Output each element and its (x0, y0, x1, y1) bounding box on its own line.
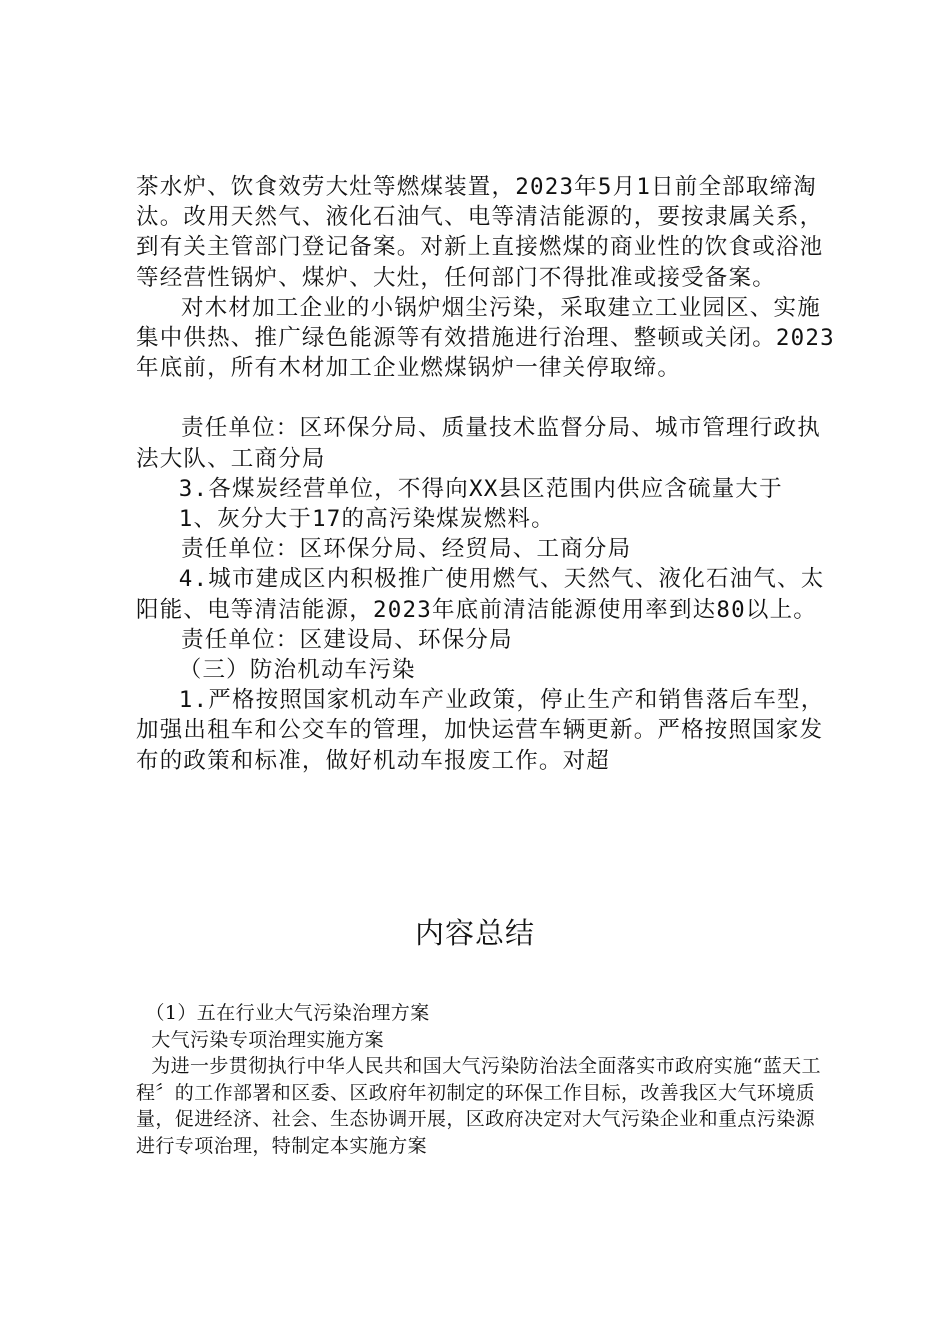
section-heading-vehicle-pollution: （三）防治机动车污染 (178, 657, 416, 684)
summary-title: 内容总结 (414, 916, 535, 950)
summary-line: （1）五在行业大气污染治理方案 (145, 1002, 430, 1024)
summary-line: 大气污染专项治理实施方案 (151, 1028, 384, 1051)
paragraph-wood-processing: 对木材加工企业的小锅炉烟尘污染，采取建立工业园区、实施集中供热、推广绿色能源等有效措施进行治理、整顿或关闭。2023年底前，所有木材加工企业燃煤锅炉一律关停取缔。 (136, 294, 835, 382)
summary-paragraph: 为进一步贯彻执行中华人民共和国大气污染防治法全面落实市政府实施“蓝天工程〞的工作部署和区委、区政府年初制定的环保工作目标，改善我区大气环境质量，促进经济、社会、生态协调开展，区政府决定对大气污染企业和重点污染源进行专项治理，特制定本实施方案 (136, 1055, 821, 1157)
document-body (136, 172, 836, 776)
summary-section (136, 1000, 826, 1159)
paragraph-item-3: 3.各煤炭经营单位，不得向XX县区范围内供应含硫量大于 (178, 475, 783, 502)
paragraph-responsible-units-3: 责任单位：区建设局、环保分局 (181, 626, 513, 653)
paragraph-coal-devices: 茶水炉、饮食效劳大灶等燃煤装置，2023年5月1日前全部取缔淘汰。改用天然气、液化石油气、电等清洁能源的，要按隶属关系，到有关主管部门登记备案。对新上直接燃煤的商业性的饮食或浴池等经营性锅炉、煤炉、大灶，任何部门不得批准或接受备案。 (136, 174, 824, 291)
paragraph-responsible-units-1: 责任单位：区环保分局、质量技术监督分局、城市管理行政执法大队、工商分局 (136, 415, 821, 472)
paragraph-spacer (136, 383, 836, 413)
paragraph-ash-content: 1、灰分大于17的高污染煤炭燃料。 (178, 506, 555, 533)
paragraph-item-4: 4.城市建成区内积极推广使用燃气、天然气、液化石油气、太阳能、电等清洁能源，2023年底前清洁能源使用率到达80以上。 (136, 566, 825, 623)
paragraph-vehicle-item-1: 1.严格按照国家机动车产业政策，停止生产和销售落后车型，加强出租车和公交车的管理，加快运营车辆更新。严格按照国家发布的政策和标准，做好机动车报废工作。对超 (136, 687, 825, 774)
paragraph-responsible-units-2: 责任单位：区环保分局、经贸局、工商分局 (181, 536, 632, 563)
